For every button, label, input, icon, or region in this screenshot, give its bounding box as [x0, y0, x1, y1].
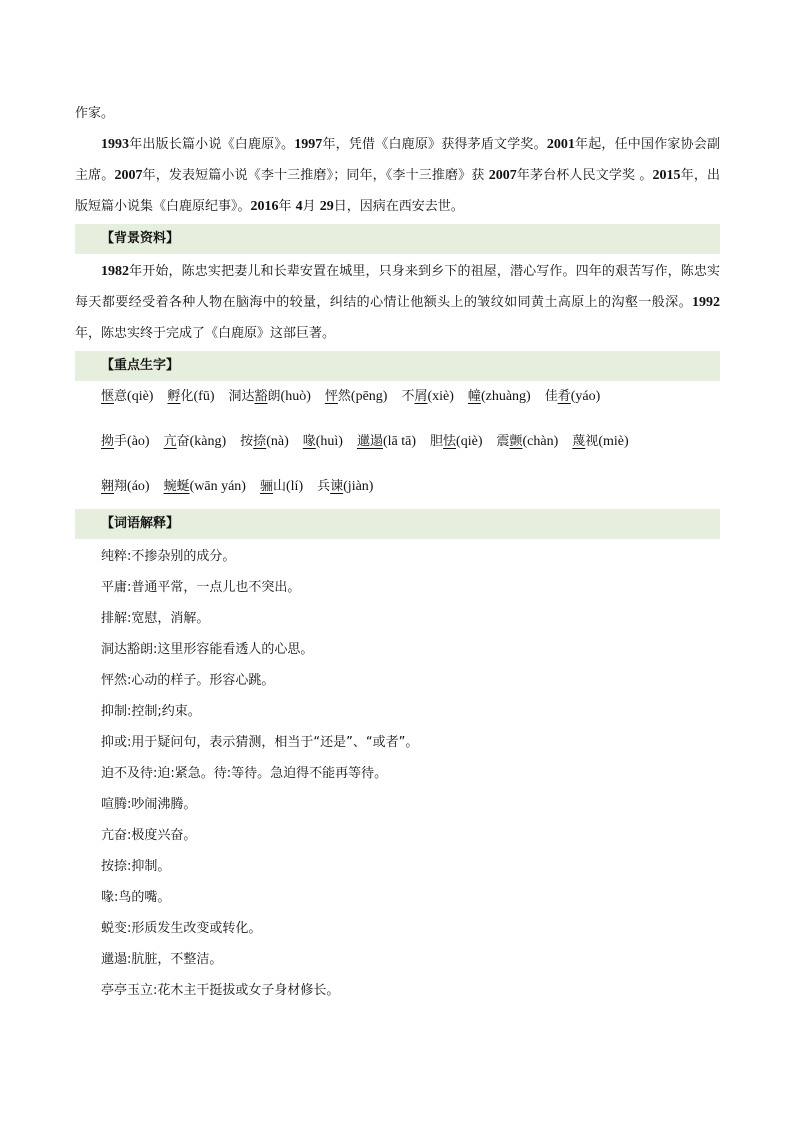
pinyin: (ào) — [127, 434, 150, 449]
key-char: 孵 — [167, 389, 181, 404]
background-heading: 【背景资料】 — [75, 224, 720, 254]
word-text: 按 — [240, 434, 254, 449]
key-char: 怦 — [324, 389, 338, 404]
word-text: 化 — [180, 389, 194, 404]
text-run: 日，因病在西安去世。 — [333, 199, 464, 214]
vocab-item: 邋遢:肮脏，不整洁。 — [101, 952, 223, 967]
key-char-item — [260, 473, 303, 501]
text-run: 年，出版短篇小说集《白鹿原纪事》。 — [75, 168, 720, 214]
pinyin: (fū) — [193, 389, 215, 404]
key-char: 邋遢 — [356, 434, 383, 449]
text-run: 月 — [302, 199, 320, 214]
text-run: 年，凭借《白鹿原》获得茅盾文学奖。 — [322, 137, 547, 152]
pinyin: (jiàn) — [343, 479, 374, 494]
key-char: 幢 — [467, 389, 481, 404]
text-run: 年，发表短篇小说《李十三推磨》；同年，《李十三推磨》获 — [142, 168, 489, 183]
key-char-item — [357, 428, 416, 456]
pinyin: (yáo) — [570, 389, 601, 404]
vocab-item: 喙:鸟的嘴。 — [101, 890, 171, 905]
key-char-item — [240, 428, 289, 456]
word-text: 震 — [496, 434, 510, 449]
vocab-item: 喧腾:吵闹沸腾。 — [101, 797, 197, 812]
vocab-item: 按捺:抑制。 — [101, 859, 171, 874]
bio-paragraph — [75, 129, 720, 222]
text-run: 年开始，陈忠实把妻儿和长辈安置在城里，只身来到乡下的祖屋，潜心写作。四年的艰苦写作，陈忠实每天都要经受着各种人物在脑海中的较量，纠结的心情让他额头上的皱纹如同黄土高原上的沟壑一般深。 — [75, 264, 720, 310]
key-char-item — [303, 428, 343, 456]
pinyin: (lā tā) — [382, 434, 417, 449]
number-text: 2007 — [114, 168, 143, 183]
key-char: 蔑 — [572, 434, 586, 449]
number-text: 2015 — [652, 168, 681, 183]
key-char-item — [572, 428, 628, 456]
number-text: 29 — [319, 199, 334, 214]
key-char: 亢 — [163, 434, 177, 449]
word-text: 山 — [272, 479, 286, 494]
key-char-item — [430, 428, 482, 456]
key-char-item — [164, 428, 227, 456]
key-char: 肴 — [557, 389, 571, 404]
vocab-item: 抑制:控制;约束。 — [101, 704, 201, 719]
number-text: 4 — [295, 199, 303, 214]
key-char-item — [101, 473, 150, 501]
key-char: 怯 — [443, 434, 457, 449]
key-char: 颤 — [509, 434, 523, 449]
word-text: 不 — [401, 389, 415, 404]
key-char: 喙 — [302, 434, 316, 449]
key-char-item — [545, 383, 601, 411]
pinyin: (xiè) — [427, 389, 454, 404]
vocab-item: 迫不及待:迫:紧急。待:等待。急迫得不能再等待。 — [101, 766, 388, 781]
word-text: 视 — [585, 434, 599, 449]
background-paragraph — [75, 256, 720, 349]
key-char: 拗 — [101, 434, 115, 449]
number-text: 1982 — [101, 264, 129, 279]
vocab-item: 亭亭玉立:花木主干挺拔或女子身材修长。 — [101, 983, 340, 998]
page-content — [75, 98, 720, 1006]
vocab-item: 排解:宽慰，消解。 — [101, 611, 210, 626]
key-char: 惬 — [101, 389, 115, 404]
key-char-item — [229, 383, 311, 411]
key-chars-heading: 【重点生字】 — [75, 351, 720, 381]
word-text: 胆 — [430, 434, 444, 449]
word-text: 手 — [114, 434, 128, 449]
key-char-item — [101, 383, 153, 411]
key-char: 捺 — [253, 434, 267, 449]
number-text: 1997 — [294, 137, 323, 152]
vocab-heading: 【词语解释】 — [75, 509, 720, 539]
intro-tail: 作家。 — [75, 106, 115, 121]
number-text: 1992 — [692, 295, 720, 310]
pinyin: (áo) — [127, 479, 150, 494]
number-text: 2016 — [250, 199, 279, 214]
key-char-item — [401, 383, 453, 411]
pinyin: (chàn) — [522, 434, 559, 449]
vocab-list — [75, 541, 720, 1006]
key-char: 谏 — [330, 479, 344, 494]
number-text: 1993 — [101, 137, 129, 152]
vocab-item: 抑或:用于疑问句，表示猜测，相当于“还是”、“或者”。 — [101, 735, 419, 750]
key-char: 骊 — [259, 479, 273, 494]
pinyin: (lí) — [286, 479, 304, 494]
pinyin: (huì) — [315, 434, 343, 449]
key-char-item — [101, 428, 150, 456]
word-text: 奋 — [176, 434, 190, 449]
vocab-item: 纯粹:不掺杂别的成分。 — [101, 549, 236, 564]
key-char-item — [496, 428, 558, 456]
key-char-item — [167, 383, 214, 411]
number-text: 2007 — [488, 168, 517, 183]
pinyin: (zhuàng) — [480, 389, 531, 404]
key-chars-row — [101, 428, 720, 473]
vocab-item: 怦然:心动的样子。形容心跳。 — [101, 673, 275, 688]
vocab-item: 洞达豁朗:这里形容能看透人的心思。 — [101, 642, 314, 657]
vocab-item: 亢奋:极度兴奋。 — [101, 828, 197, 843]
key-char-item — [325, 383, 388, 411]
word-text: 然 — [337, 389, 351, 404]
pinyin: (qiè) — [456, 434, 483, 449]
key-char-item — [468, 383, 531, 411]
pinyin: (pēng) — [350, 389, 388, 404]
key-char: 豁 — [254, 389, 268, 404]
word-text: 意 — [114, 389, 128, 404]
key-char: 翱 — [101, 479, 115, 494]
pinyin: (kàng) — [189, 434, 227, 449]
pinyin: (nà) — [266, 434, 289, 449]
text-run: 年，陈忠实终于完成了《白鹿原》这部巨著。 — [75, 326, 336, 341]
key-chars-row — [101, 383, 720, 428]
text-run: 年茅台杯人民文学奖 。 — [516, 168, 653, 183]
key-char-item — [164, 473, 246, 501]
pinyin: (wān yán) — [189, 479, 246, 494]
text-run: 年 — [278, 199, 296, 214]
word-text: 洞达 — [228, 389, 255, 404]
key-chars-list — [75, 383, 720, 507]
word-text: 朗 — [267, 389, 281, 404]
pinyin: (miè) — [598, 434, 629, 449]
pinyin: (qiè) — [127, 389, 154, 404]
text-run: 年出版长篇小说《白鹿原》。 — [129, 137, 295, 152]
number-text: 2001 — [546, 137, 575, 152]
word-text: 翔 — [114, 479, 128, 494]
word-text: 佳 — [544, 389, 558, 404]
key-chars-row — [101, 473, 720, 507]
vocab-item: 蜕变:形质发生改变或转化。 — [101, 921, 262, 936]
text-run: 年起，任中国作家协会副主席。 — [75, 137, 720, 183]
pinyin: (huò) — [280, 389, 311, 404]
word-text: 兵 — [317, 479, 331, 494]
key-char-item — [317, 473, 373, 501]
key-char: 屑 — [414, 389, 428, 404]
vocab-item: 平庸:普通平常，一点儿也不突出。 — [101, 580, 301, 595]
key-char: 蜿蜒 — [163, 479, 190, 494]
